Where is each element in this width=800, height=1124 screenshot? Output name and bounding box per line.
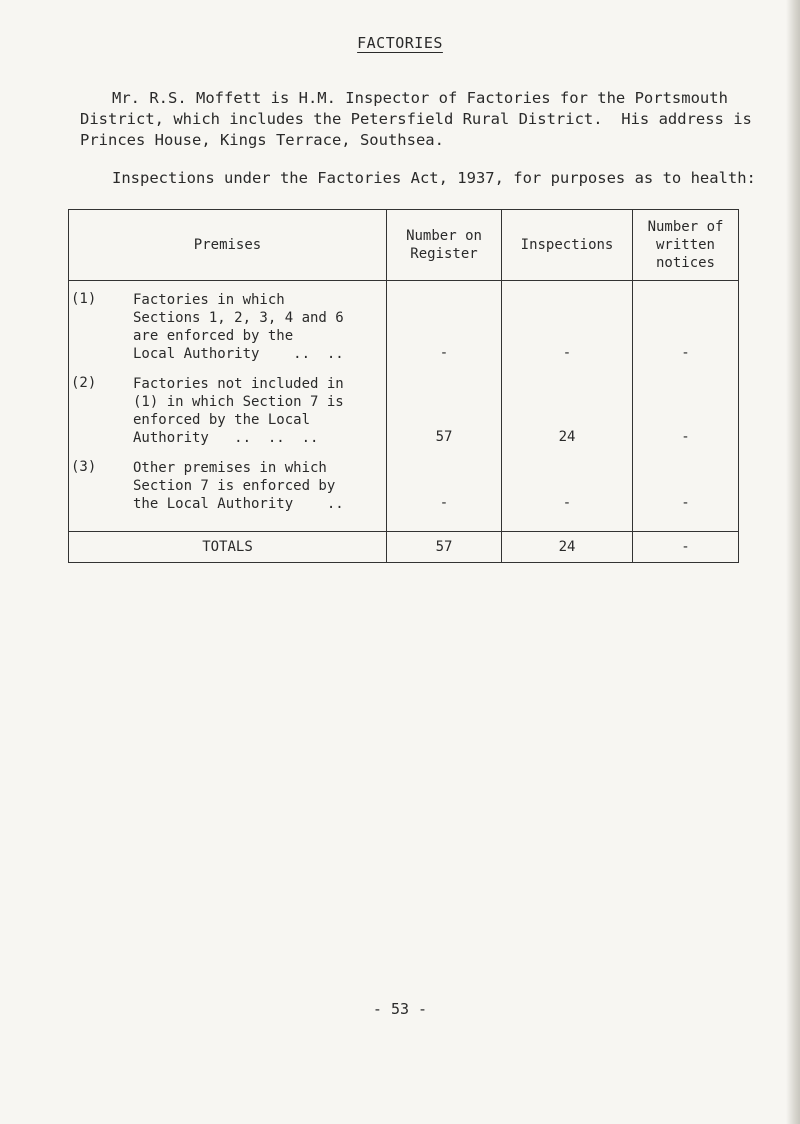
intro-paragraph xyxy=(80,88,760,151)
header-register: Number on Register xyxy=(387,210,502,281)
row-description: Other premises in which Section 7 is enforced by the Local Authority .. xyxy=(133,460,344,512)
register-cell xyxy=(387,281,502,532)
page-edge-shadow xyxy=(786,0,800,1124)
inspections-value: 24 xyxy=(558,429,576,445)
totals-inspections: 24 xyxy=(502,532,633,563)
row-description: Factories in which Sections 1, 2, 3, 4 and 6 are enforced by the Local Authority .. .. xyxy=(133,292,344,362)
totals-notices: - xyxy=(633,532,739,563)
page-number: - 53 - xyxy=(372,1000,428,1018)
notices-value: - xyxy=(681,429,690,445)
page-heading: FACTORIES xyxy=(357,34,443,52)
row-number: (1) xyxy=(71,291,97,307)
inspections-value: - xyxy=(562,345,572,361)
paragraph-line: District, which includes the Petersfield Rural District. His address is xyxy=(80,110,752,128)
inspections-table xyxy=(68,209,739,563)
totals-label: TOTALS xyxy=(69,532,387,563)
row-number: (3) xyxy=(71,459,97,475)
paragraph-line: Princes House, Kings Terrace, Southsea. xyxy=(80,131,444,149)
register-value: 57 xyxy=(435,429,453,445)
register-value: - xyxy=(439,345,449,361)
premises-cell xyxy=(69,281,387,532)
row-number: (2) xyxy=(71,375,97,391)
notices-value: - xyxy=(681,345,690,361)
notices-cell xyxy=(633,281,739,532)
header-notices: Number of written notices xyxy=(633,210,739,281)
paragraph-line: Mr. R.S. Moffett is H.M. Inspector of Factories for the Portsmouth xyxy=(112,89,728,107)
notices-value: - xyxy=(681,495,690,511)
totals-row xyxy=(69,532,739,563)
row-description: Factories not included in (1) in which Section 7 is enforced by the Local Authority .. .. .. xyxy=(133,376,344,446)
inspections-value: - xyxy=(562,495,572,511)
header-premises: Premises xyxy=(69,210,387,281)
header-inspections: Inspections xyxy=(502,210,633,281)
table-intro: Inspections under the Factories Act, 1937, for purposes as to health: xyxy=(112,169,756,187)
totals-register: 57 xyxy=(387,532,502,563)
register-value: - xyxy=(439,495,449,511)
inspections-cell xyxy=(502,281,633,532)
